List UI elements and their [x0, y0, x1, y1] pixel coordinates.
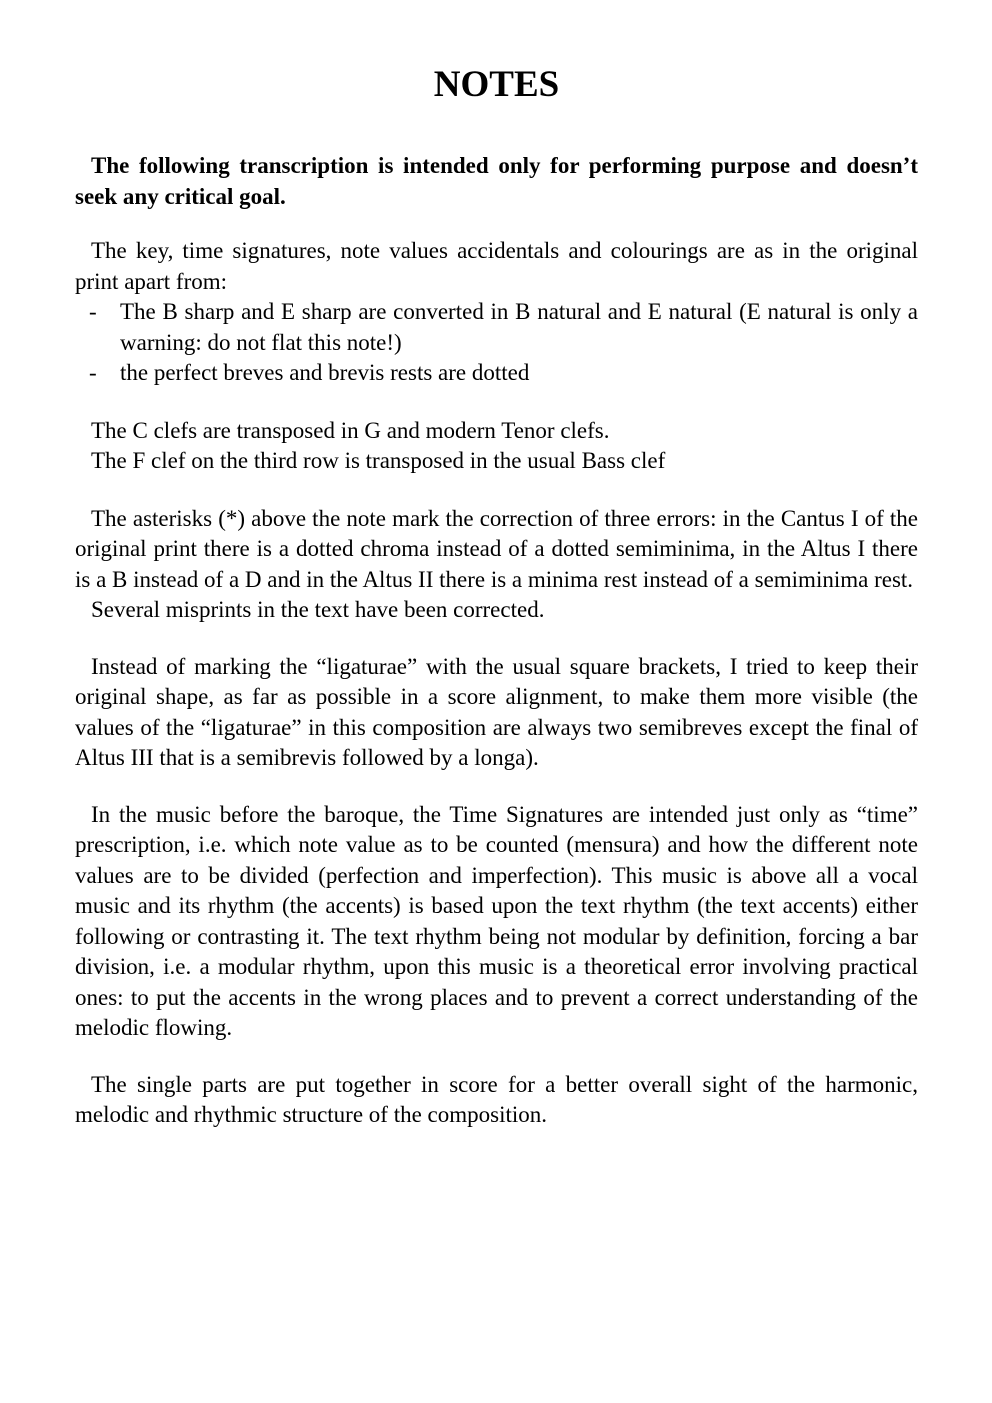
asterisks-paragraph: The asterisks (*) above the note mark the correction of three errors: in the Cantus I of the original print there is a dotted chroma instead of a dotted semiminima, in the Altus I there is a B instead of a D and in the Altus II there is a minima rest instead of a semiminima rest. — [75, 505, 918, 592]
key-section — [75, 236, 918, 389]
key-paragraph: The key, time signatures, note values accidentals and colourings are as in the original print apart from: — [75, 238, 918, 294]
exceptions-list — [75, 297, 918, 389]
intro-paragraph: The following transcription is intended only for performing purpose and doesn’t seek any critical goal. — [75, 153, 918, 209]
time-signatures-paragraph: In the music before the baroque, the Time Signatures are intended just only as “time” prescription, i.e. which note value as to be counted (mensura) and how the different note values are to be divided (perfection and imperfection). This music is above all a vocal music and its rhythm (the accents) is based upon the text rhythm (the text accents) either following or contrasting it. The text rhythm being not modular by definition, forcing a bar division, i.e. a modular rhythm, upon this music is a theoretical error involving practical ones: to put the accents in the wrong places and to prevent a correct understanding of the melodic flowing. — [75, 801, 918, 1040]
clefs-line-1: The C clefs are transposed in G and modern Tenor clefs. — [91, 417, 610, 443]
list-marker: - — [89, 299, 97, 324]
notes-page — [75, 0, 918, 1131]
list-item-text: The B sharp and E sharp are converted in B natural and E natural (E natural is only a warning: do not flat this note!) — [120, 299, 918, 355]
clefs-line-2: The F clef on the third row is transposed in the usual Bass clef — [91, 448, 666, 473]
page-title: NOTES — [433, 64, 560, 105]
list-item — [75, 358, 918, 389]
asterisks-section — [75, 504, 918, 626]
ligaturae-paragraph: Instead of marking the “ligaturae” with the usual square brackets, I tried to keep their original shape, as far as possible in a score alignment, to make them more visible (the values of the “ligaturae” in this composition are always two semibreves except the final of Altus III that is a semibrevis followed by a longa). — [75, 653, 918, 770]
misprints-paragraph: Several misprints in the text have been corrected. — [91, 597, 545, 622]
list-item — [75, 297, 918, 358]
list-marker: - — [89, 360, 97, 385]
list-item-text: the perfect breves and brevis rests are dotted — [120, 360, 530, 385]
clefs-paragraph — [75, 416, 918, 477]
score-paragraph: The single parts are put together in score for a better overall sight of the harmonic, melodic and rhythmic structure of the composition. — [75, 1071, 918, 1127]
